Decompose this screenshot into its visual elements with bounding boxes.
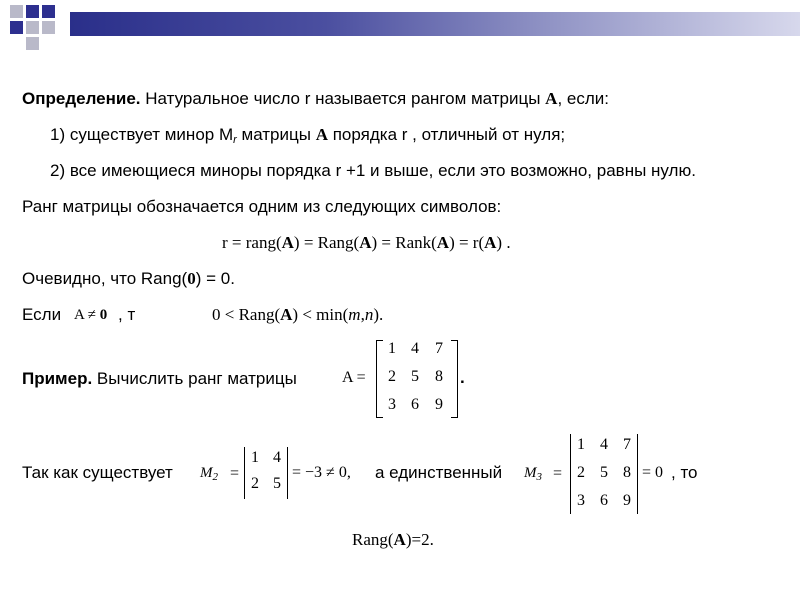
- matrix-A-symbol: A: [315, 125, 328, 144]
- obvious-line: [22, 269, 235, 289]
- equals-sign: =: [356, 369, 366, 386]
- condition-1-mid: матрицы: [236, 125, 316, 144]
- then-text: [671, 463, 698, 483]
- matrix-cell: 7: [435, 340, 443, 357]
- matrix-A-symbol: A: [545, 89, 558, 108]
- equals-sign: =: [230, 465, 240, 482]
- matrix-cell: 8: [623, 464, 631, 481]
- matrix-cell: 2: [577, 464, 585, 481]
- rank-notation-line: [22, 197, 501, 217]
- definition-text: Натуральное число r называется рангом матрицы: [140, 89, 546, 108]
- neq-sign: ≠: [84, 307, 100, 323]
- M3-equals: [553, 465, 562, 483]
- zero-matrix-symbol: 0: [99, 307, 108, 323]
- var-n: n: [364, 305, 374, 324]
- example-matrix: [376, 340, 458, 418]
- matrix-cell: 9: [623, 492, 631, 509]
- right-bracket: [451, 340, 458, 418]
- rank-result: [352, 530, 434, 550]
- decor-square: [26, 5, 39, 18]
- rank-formula: [222, 233, 511, 253]
- nonzero-condition: [74, 307, 107, 324]
- comma-t: , т: [118, 305, 136, 324]
- M2-result: [292, 464, 351, 482]
- matrix-cell: 4: [411, 340, 419, 357]
- condition-1-pre: 1) существует минор M: [50, 125, 234, 144]
- since-text-span: Так как существует: [22, 463, 173, 482]
- matrix-cell: 3: [388, 396, 396, 413]
- decor-square: [26, 21, 39, 34]
- example-title: Пример.: [22, 369, 93, 388]
- condition-2-text: 2) все имеющиеся миноры порядка r +1 и выше, если это возможно, равны нулю.: [50, 161, 696, 180]
- formula-part: ) = Rang(: [293, 233, 360, 252]
- and-unique-text: [375, 463, 502, 483]
- formula-part: ) .: [496, 233, 511, 252]
- matrix-cell: 5: [411, 368, 419, 385]
- matrix-cell: 5: [273, 475, 281, 492]
- matrix-cell: 2: [388, 368, 396, 385]
- example-line: [22, 369, 297, 389]
- matrix-cell: 6: [600, 492, 608, 509]
- ineq-part: ) < min(: [292, 305, 349, 324]
- matrix-cell: 1: [388, 340, 396, 357]
- matrix-A-symbol: A: [436, 233, 450, 252]
- formula-part: ) = Rank(: [371, 233, 437, 252]
- matrix-cell: 3: [577, 492, 585, 509]
- det-bar: [287, 447, 288, 499]
- minor-M2-label: [200, 465, 218, 483]
- rank-notation-text: Ранг матрицы обозначается одним из следующих символов:: [22, 197, 502, 216]
- matrix-A-symbol: A: [280, 305, 293, 324]
- matrix-cell: 2: [251, 475, 259, 492]
- left-bracket: [376, 340, 383, 418]
- definition-title: Определение.: [22, 89, 141, 108]
- condition-1-post: порядка r , отличный от нуля;: [327, 125, 566, 144]
- det-bar: [244, 447, 245, 499]
- minor-M2-determinant: [244, 447, 288, 499]
- minor-M: M: [524, 465, 537, 481]
- and-unique-span: а единственный: [375, 463, 503, 482]
- then-span: , то: [671, 463, 698, 482]
- formula-part: r = rang(: [222, 233, 282, 252]
- example-A-eq: [342, 369, 366, 387]
- minor-M3-determinant: [570, 434, 638, 514]
- matrix-A-symbol: A: [281, 233, 294, 252]
- det-bar: [637, 434, 638, 514]
- condition-2: [50, 161, 696, 181]
- matrix-A-symbol: A: [359, 233, 372, 252]
- formula-part: ) = r(: [449, 233, 485, 252]
- matrix-cell: 6: [411, 396, 419, 413]
- matrix-A-symbol: A: [74, 307, 85, 323]
- var-m: m: [348, 305, 361, 324]
- matrix-cell: 8: [435, 368, 443, 385]
- header-gradient-bar: [70, 12, 800, 36]
- matrix-A-symbol: A: [342, 369, 353, 386]
- matrix-A-symbol: A: [393, 530, 406, 549]
- result-part: Rang(: [352, 530, 394, 549]
- definition-tail: , если:: [557, 89, 609, 108]
- obvious-pre: Очевидно, что Rang(: [22, 269, 188, 288]
- matrix-cell: 1: [577, 436, 585, 453]
- M3-result-text: = 0: [642, 464, 664, 481]
- matrix-cell: 4: [600, 436, 608, 453]
- matrix-A-symbol: A: [484, 233, 497, 252]
- minor-M: M: [200, 465, 213, 481]
- since-text: [22, 463, 173, 483]
- matrix-cell: 4: [273, 449, 281, 466]
- det-bar: [570, 434, 571, 514]
- decor-square: [10, 21, 23, 34]
- comma: ,: [360, 305, 365, 324]
- equals-sign: =: [553, 465, 563, 482]
- M2-equals: [230, 465, 239, 483]
- minor-M3-label: [524, 465, 542, 483]
- condition-1: [50, 125, 565, 146]
- example-dot: [460, 368, 465, 388]
- definition-line: [22, 89, 609, 109]
- decor-square: [10, 5, 23, 18]
- obvious-post: ) = 0.: [195, 269, 235, 288]
- decor-square: [42, 21, 55, 34]
- minor-subscript: 2: [212, 471, 218, 483]
- minor-subscript: r: [233, 134, 237, 146]
- result-part: )=2.: [405, 530, 434, 549]
- if-comma-t: [118, 305, 135, 325]
- matrix-cell: 5: [600, 464, 608, 481]
- M3-result: [642, 464, 663, 482]
- example-text: Вычислить ранг матрицы: [92, 369, 297, 388]
- minor-subscript: 3: [536, 471, 542, 483]
- M2-result-text: = −3 ≠ 0,: [292, 464, 351, 481]
- if-word: Если: [22, 305, 62, 324]
- slide-header-decoration: [0, 0, 800, 48]
- decor-square: [26, 37, 39, 50]
- period: .: [460, 368, 465, 387]
- if-line: [22, 305, 61, 325]
- rank-inequality: [212, 305, 383, 325]
- matrix-cell: 7: [623, 436, 631, 453]
- decor-square: [42, 5, 55, 18]
- ineq-part: 0 < Rang(: [212, 305, 281, 324]
- matrix-cell: 9: [435, 396, 443, 413]
- zero-matrix-symbol: 0: [187, 269, 196, 288]
- ineq-part: ).: [373, 305, 384, 324]
- matrix-cell: 1: [251, 449, 259, 466]
